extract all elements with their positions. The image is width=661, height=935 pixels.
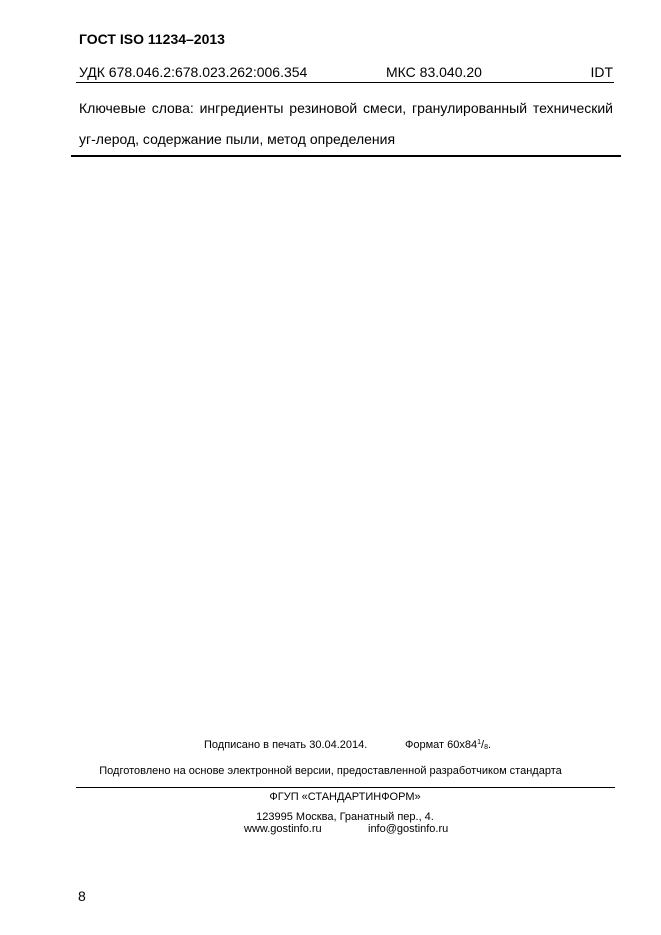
classification-divider [76,82,614,83]
publisher-address: 123995 Москва, Гранатный пер., 4. [256,811,434,823]
print-format: Формат $60x84^1/_8$. [405,739,492,751]
print-format-numerator: 1 [477,739,482,746]
mks-code: МКС 83.040.20 [386,64,482,80]
imprint-divider [76,787,615,788]
publisher-website[interactable]: www.gostinfo.ru [244,823,322,835]
print-format-prefix: Формат 60x84 [405,739,478,751]
signed-for-print: Подписано в печать 30.04.2014. [204,739,368,751]
prepared-note: Подготовлено на основе электронной версии, предоставленной разработчиком стандарта [99,765,562,777]
print-format-suffix: . [487,739,492,751]
page-number: 8 [78,888,86,904]
keywords-paragraph: Ключевые слова: ингредиенты резиновой смеси, гранулированный технический уг-лерод, содержание пыли, метод определения [79,100,613,147]
idt-label: IDT [590,64,613,80]
udk-code: УДК 678.046.2:678.023.262:006.354 [79,64,308,80]
print-format-denominator: 8 [484,744,488,751]
publisher-name: ФГУП «СТАНДАРТИНФОРМ» [269,791,421,803]
document-code: ГОСТ ISO 11234–2013 [79,31,225,47]
keywords-divider [71,155,621,157]
publisher-email[interactable]: info@gostinfo.ru [368,823,449,835]
